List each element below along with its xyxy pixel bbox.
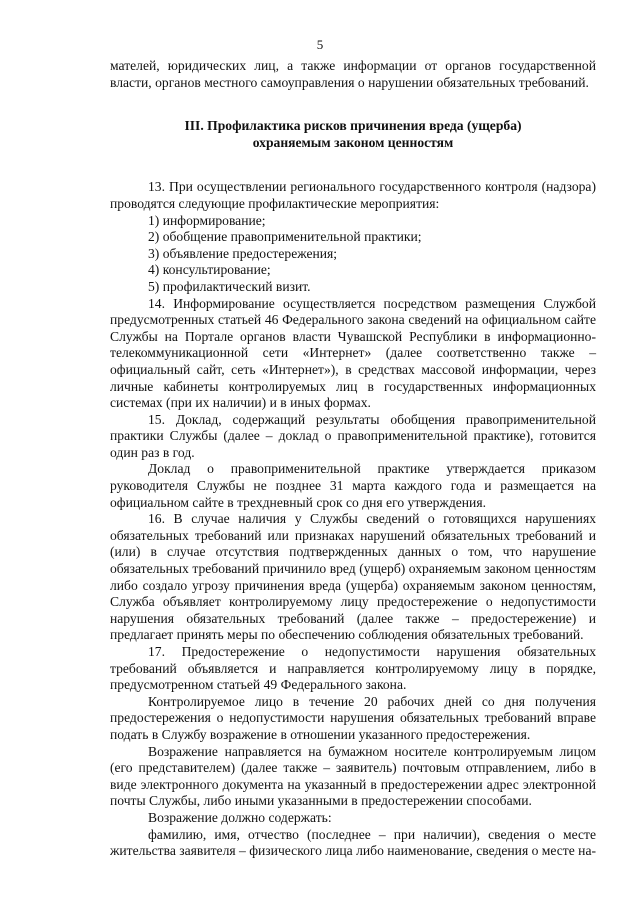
- list-item-2: 2) обобщение правоприменительной практики;: [148, 229, 422, 245]
- section-heading: [110, 118, 596, 151]
- section-heading-line-1: III. Профилактика рисков причинения вреда (ущерба): [184, 118, 522, 134]
- paragraph-13: 13. При осуществлении регионального государственного контроля (надзора) проводятся следующие профилактические мероприятия:: [110, 179, 596, 211]
- paragraph-17-objection-contents: Возражение должно содержать:: [148, 809, 332, 825]
- list-item-3: 3) объявление предостережения;: [148, 245, 338, 261]
- list-item-1: 1) информирование;: [148, 212, 266, 228]
- paragraph-15: 15. Доклад, содержащий результаты обобщения правоприменительной практики Службы (далее – доклад о правоприменительной практике), готовится один раз в год.: [110, 411, 596, 460]
- paragraph-17-objection-right: Контролируемое лицо в течение 20 рабочих дней со дня получения предостережения о недопустимости нарушения обязательных требований вправе подать в Службу возражение в отношении указанного предостережения.: [110, 693, 596, 742]
- list-item-5: 5) профилактический визит.: [148, 278, 311, 294]
- paragraph-15-report: Доклад о правоприменительной практике утверждается приказом руководителя Службы не позднее 31 марта каждого года и размещается на официальном сайте в трехдневный срок со дня его утверждения.: [110, 461, 596, 510]
- paragraph-17-objection-requisites: фамилию, имя, отчество (последнее – при наличии), сведения о месте жительства заявителя – физического лица либо наименование, сведения о месте на-: [110, 826, 597, 859]
- page-number: 5: [316, 37, 324, 52]
- list-item-4: 4) консультирование;: [148, 262, 271, 278]
- section-heading-line-2: охраняемым законом ценностям: [252, 134, 454, 150]
- paragraph-16: 16. В случае наличия у Службы сведений о готовящихся нарушениях обязательных требований или признаках нарушений обязательных требований и (или) в случае отсутствия подтвержденных данных о том, что нарушение обязательных требований причинило вред (ущерб) охраняемым законом ценностям либо создало угрозу причинения вреда (ущерба) охраняемым законом ценностям, Служба объявляет контролируемому лицу предостережение о недопустимости нарушения обязательных требований (далее также – предостережение) и предлагает принять меры по обеспечению соблюдения обязательных требований.: [110, 511, 596, 643]
- paragraph-17-objection-delivery: Возражение направляется на бумажном носителе контролируемым лицом (его представителем) (далее также – заявитель) почтовым отправлением, либо в виде электронного документа на указанный в предостережении адрес электронной почты Службы, либо иными указанными в предостережении способами.: [110, 743, 596, 809]
- paragraph-14: 14. Информирование осуществляется посредством размещения Службой предусмотренных статьей 46 Федерального закона сведений на официальном сайте Службы на Портале органов власти Чувашской Республики в информационно-телекоммуникационной сети «Интернет» (далее соответственно также – официальный сайт, сеть «Интернет»), в средствах массовой информации, через личные кабинеты контролируемых лиц в государственных информационных системах (при их наличии) и в иных формах.: [110, 295, 596, 411]
- paragraph-17: 17. Предостережение о недопустимости нарушения обязательных требований объявляется и направляется контролируемому лицу в порядке, предусмотренном статьей 49 Федерального закона.: [110, 644, 596, 693]
- document-body: [110, 58, 596, 860]
- intro-paragraph: мателей, юридических лиц, а также информации от органов государственной власти, органов местного самоуправления о нарушении обязательных требований.: [110, 58, 596, 90]
